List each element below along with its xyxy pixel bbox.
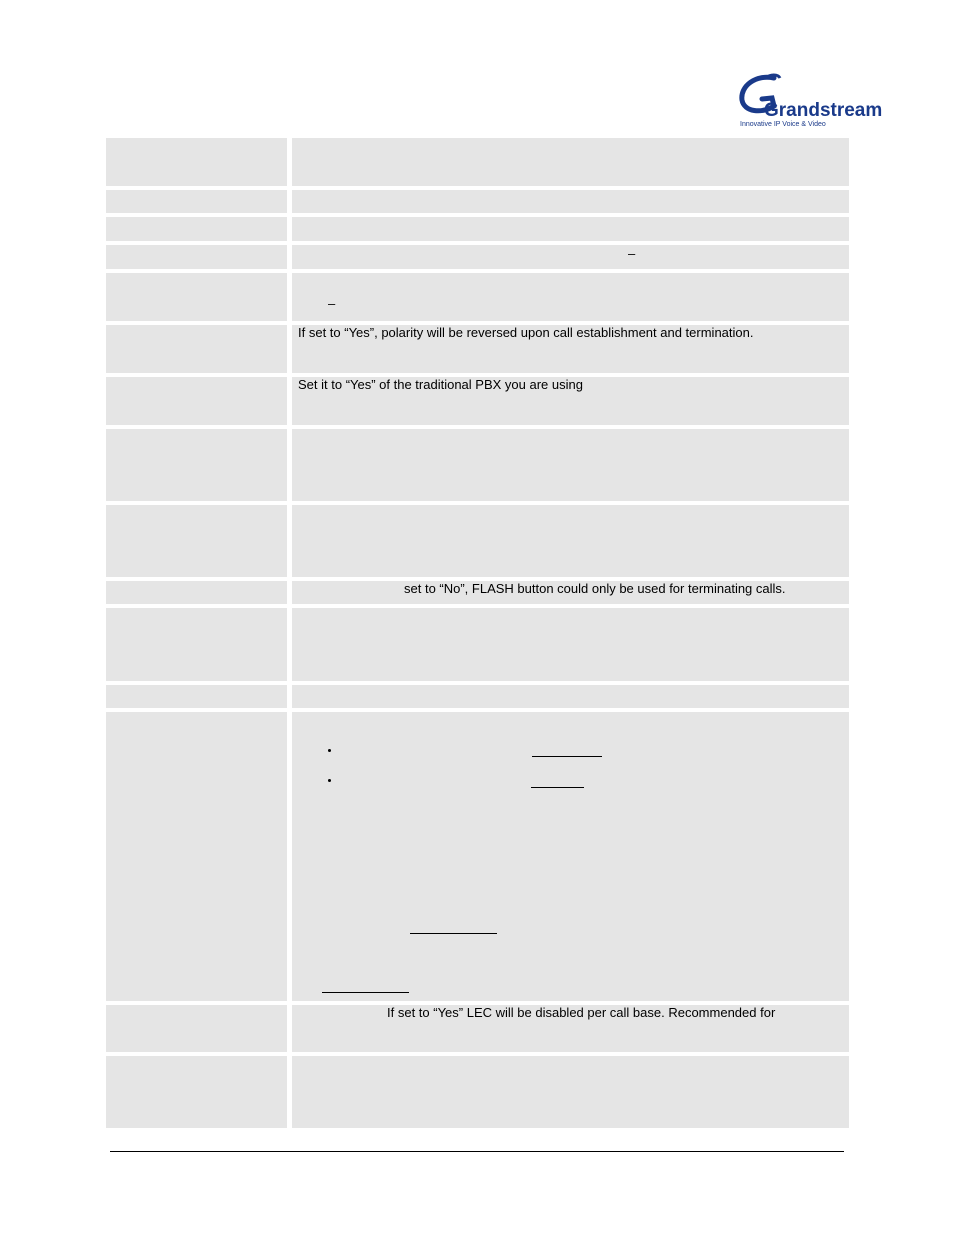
table-cell-value	[292, 505, 849, 577]
table-cell-value	[292, 217, 849, 241]
table-row	[106, 429, 849, 501]
table-cell-label	[106, 685, 287, 708]
table-cell-label	[106, 377, 287, 425]
dash-mark: –	[628, 246, 636, 261]
table-cell-value	[292, 325, 849, 373]
link-underline[interactable]	[531, 787, 584, 788]
table-cell-label	[106, 325, 287, 373]
table-cell-value	[292, 1056, 849, 1128]
table-cell-label	[106, 1056, 287, 1128]
logo-wordmark: Grandstream	[764, 100, 883, 121]
table-cell-value	[292, 429, 849, 501]
table-cell-value	[292, 608, 849, 681]
table-cell-value	[292, 377, 849, 425]
table-row	[106, 1005, 849, 1052]
list-bullet	[328, 779, 331, 782]
dash-mark: –	[328, 296, 336, 311]
logo-tagline: Innovative IP Voice & Video	[740, 121, 826, 128]
table-row	[106, 273, 849, 321]
table-cell-value	[292, 273, 849, 321]
flash-description: set to “No”, FLASH button could only be used for terminating calls.	[404, 581, 786, 596]
table-row	[106, 138, 849, 186]
table-cell-label	[106, 273, 287, 321]
footer-divider	[110, 1151, 844, 1152]
table-row	[106, 581, 849, 604]
table-cell-label	[106, 217, 287, 241]
table-cell-label	[106, 429, 287, 501]
table-row	[106, 1056, 849, 1128]
table-cell-value	[292, 685, 849, 708]
table-row	[106, 377, 849, 425]
table-row	[106, 190, 849, 213]
table-cell-label	[106, 505, 287, 577]
link-underline[interactable]	[532, 756, 602, 757]
pbx-description: Set it to “Yes” of the traditional PBX you are using	[298, 377, 583, 392]
table-cell-value	[292, 581, 849, 604]
table-row	[106, 245, 849, 269]
table-cell-label	[106, 581, 287, 604]
table-cell-label	[106, 138, 287, 186]
table-row	[106, 217, 849, 241]
table-cell-label	[106, 608, 287, 681]
table-cell-value	[292, 138, 849, 186]
list-bullet	[328, 749, 331, 752]
table-row	[106, 505, 849, 577]
table-cell-label	[106, 712, 287, 1001]
table-cell-label	[106, 1005, 287, 1052]
link-underline[interactable]	[410, 933, 497, 934]
polarity-description: If set to “Yes”, polarity will be reversed upon call establishment and termination.	[298, 325, 754, 340]
table-row	[106, 608, 849, 681]
table-cell-label	[106, 190, 287, 213]
table-cell-value	[292, 712, 849, 1001]
table-cell-label	[106, 245, 287, 269]
table-cell-value	[292, 190, 849, 213]
lec-description: If set to “Yes” LEC will be disabled per call base. Recommended for	[387, 1005, 776, 1020]
table-row	[106, 685, 849, 708]
table-row	[106, 325, 849, 373]
table-cell-value	[292, 245, 849, 269]
table-row	[106, 712, 849, 1001]
table-cell-value	[292, 1005, 849, 1052]
link-underline[interactable]	[322, 992, 409, 993]
